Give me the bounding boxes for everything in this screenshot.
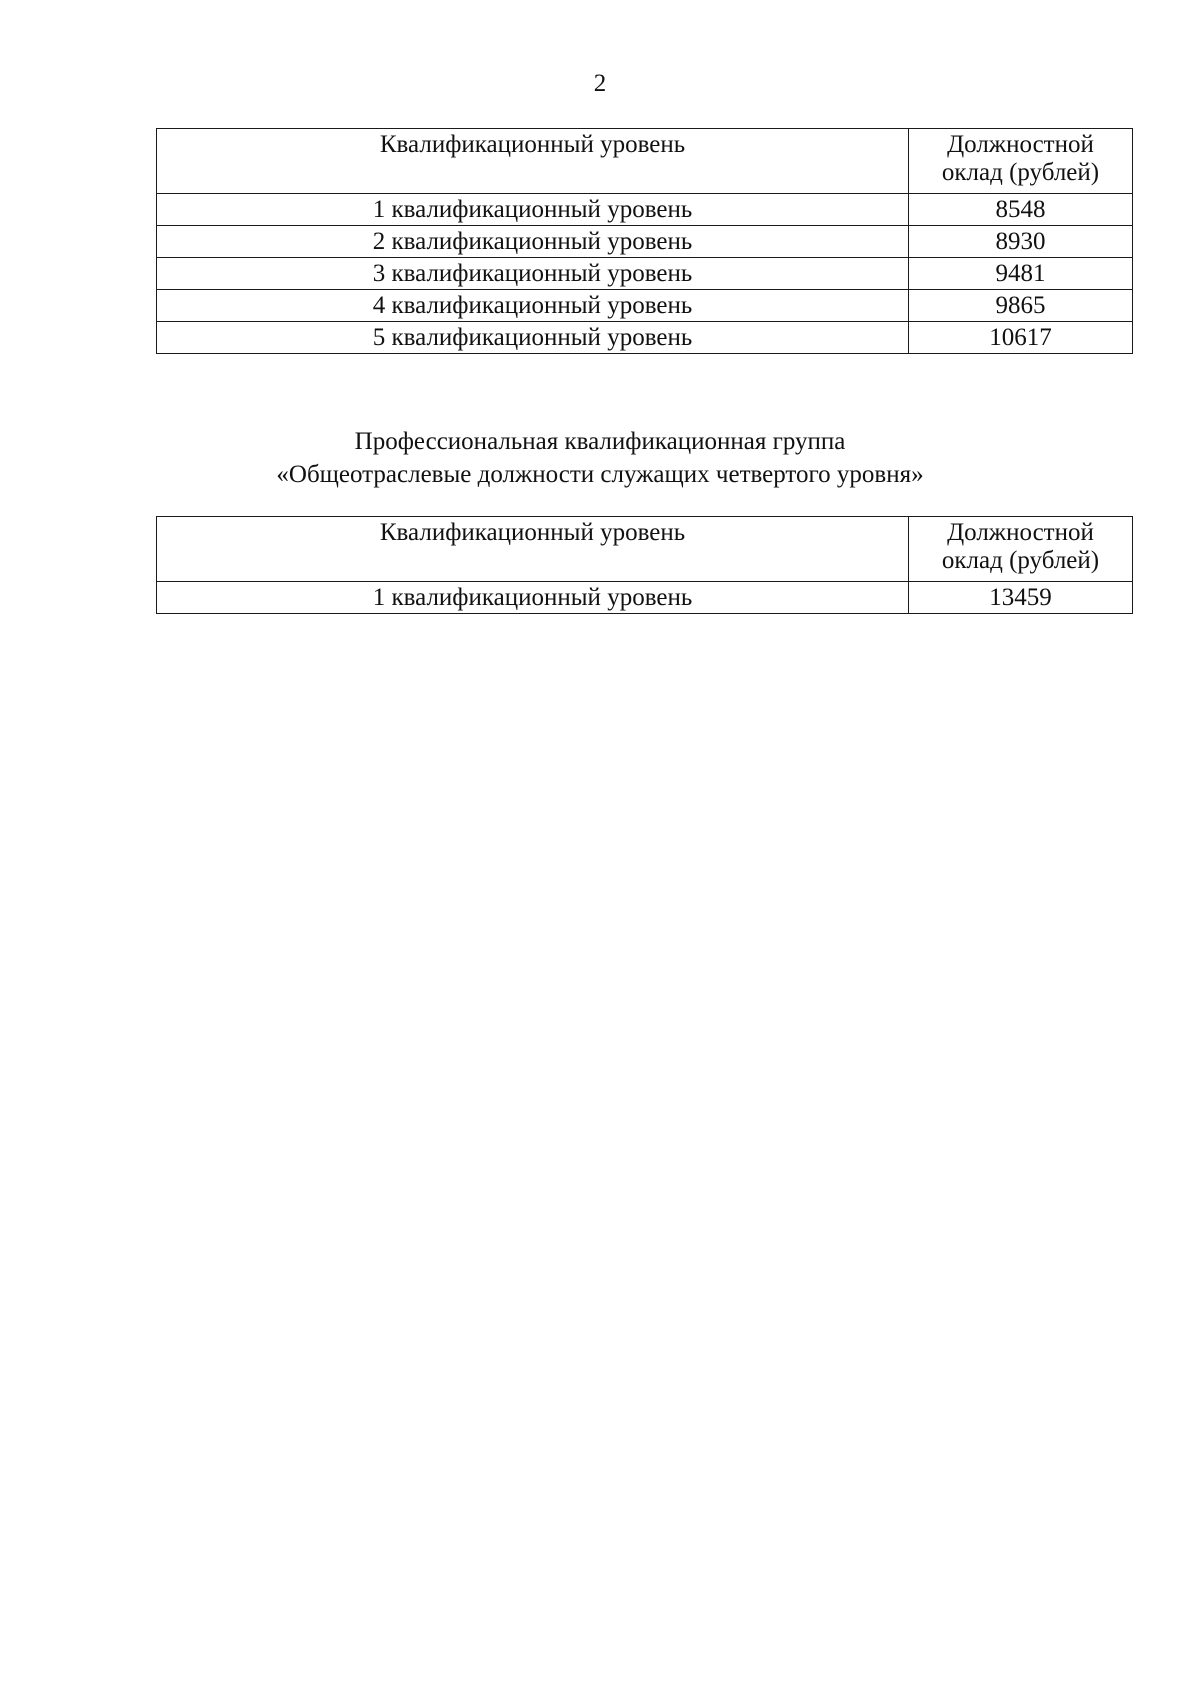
level-cell: 3 квалификационный уровень <box>157 258 909 290</box>
header-salary-line2: оклад (рублей) <box>941 159 1100 186</box>
table-row <box>157 582 1133 614</box>
salary-table-2 <box>156 516 1133 614</box>
header-salary-cell <box>909 517 1133 582</box>
header-salary-cell <box>909 129 1133 194</box>
header-level-cell: Квалификационный уровень <box>157 129 909 194</box>
table-row <box>157 194 1133 226</box>
header-level-cell: Квалификационный уровень <box>157 517 909 582</box>
salary-table-1 <box>156 128 1133 354</box>
section-title-line1: Профессиональная квалификационная группа <box>354 428 846 455</box>
table-row <box>157 226 1133 258</box>
section-heading <box>0 425 1200 491</box>
salary-cell: 8930 <box>909 226 1133 258</box>
header-salary-line2: оклад (рублей) <box>941 547 1100 574</box>
table-row <box>157 258 1133 290</box>
header-salary-line1: Должностной <box>947 519 1094 546</box>
salary-cell: 8548 <box>909 194 1133 226</box>
table-row <box>157 322 1133 354</box>
level-cell: 2 квалификационный уровень <box>157 226 909 258</box>
page-number: 2 <box>593 70 607 97</box>
level-cell: 5 квалификационный уровень <box>157 322 909 354</box>
table-row <box>157 290 1133 322</box>
table-header-row <box>157 129 1133 194</box>
salary-cell: 9865 <box>909 290 1133 322</box>
section-title-line2: «Общеотраслевые должности служащих четвертого уровня» <box>276 461 924 488</box>
salary-cell: 13459 <box>909 582 1133 614</box>
salary-cell: 9481 <box>909 258 1133 290</box>
level-cell: 1 квалификационный уровень <box>157 194 909 226</box>
header-salary-line1: Должностной <box>947 131 1094 158</box>
level-cell: 4 квалификационный уровень <box>157 290 909 322</box>
table-header-row <box>157 517 1133 582</box>
level-cell: 1 квалификационный уровень <box>157 582 909 614</box>
salary-cell: 10617 <box>909 322 1133 354</box>
